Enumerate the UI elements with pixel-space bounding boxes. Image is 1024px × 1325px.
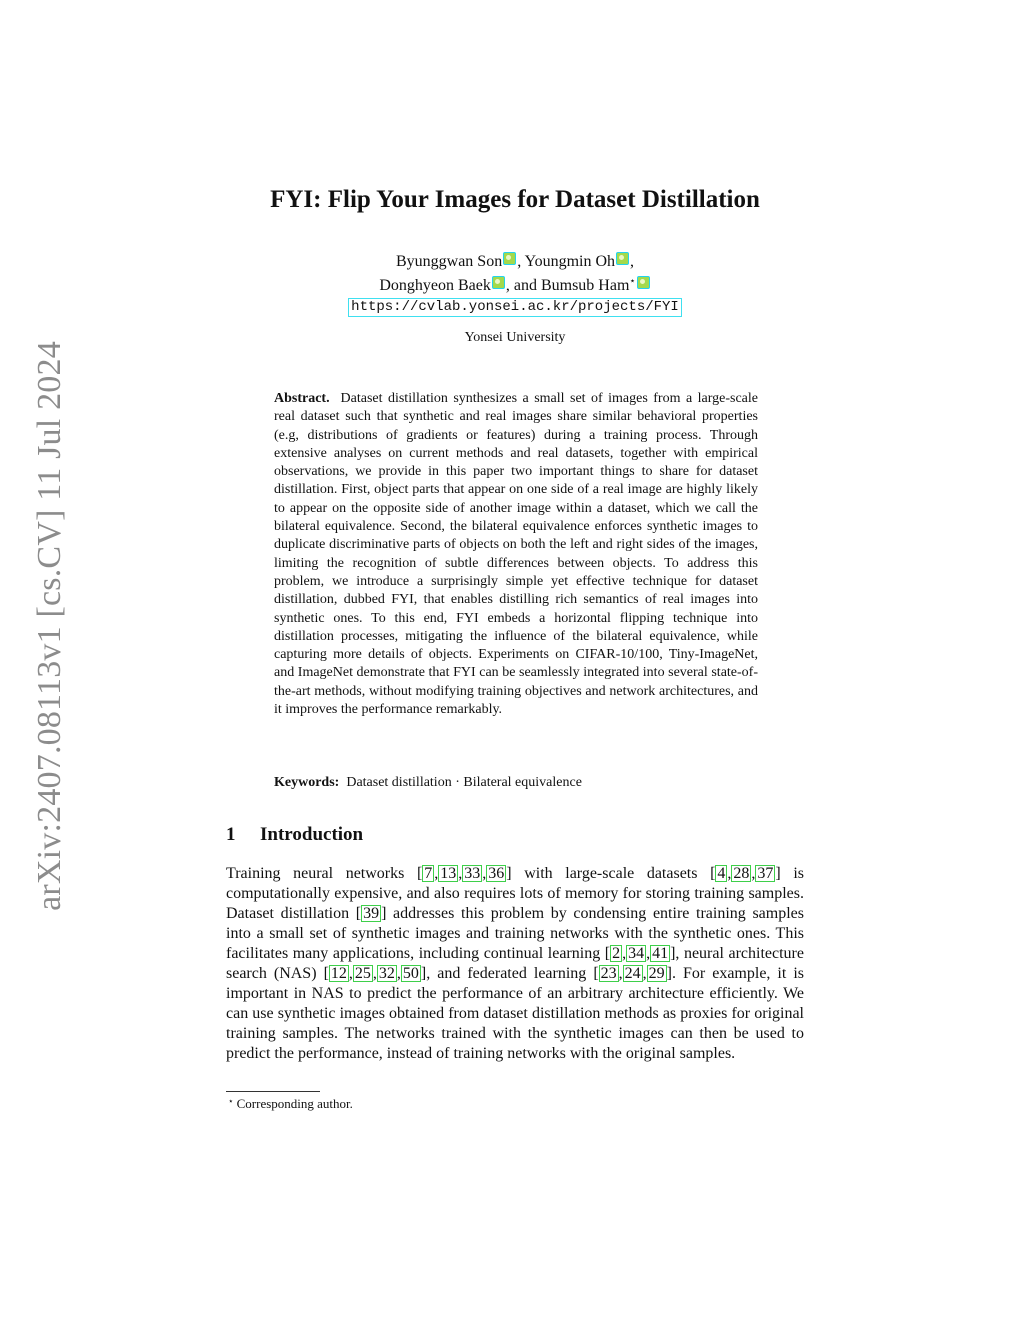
orcid-icon[interactable]	[637, 276, 650, 289]
intro-text: , and federated learning	[426, 965, 594, 982]
affiliation: Yonsei University	[464, 330, 566, 345]
citation-link[interactable]: 25	[354, 965, 371, 982]
section-heading	[226, 824, 363, 846]
citation-link[interactable]: 2	[612, 945, 621, 962]
footnote-text: Corresponding author.	[236, 1096, 353, 1111]
orcid-icon[interactable]	[616, 252, 629, 265]
arxiv-stamp: arXiv:2407.08113v1 [cs.CV] 11 Jul 2024	[31, 341, 68, 911]
orcid-icon[interactable]	[503, 252, 516, 265]
citation-link[interactable]: 50	[402, 965, 419, 982]
citation-link[interactable]: 13	[440, 865, 457, 882]
abstract-label: Abstract.	[274, 391, 330, 406]
citation-link[interactable]: 32	[378, 965, 395, 982]
author-name: Byunggwan Son	[395, 253, 503, 270]
intro-text: . For example, it is important in NAS to predict the performance of an arbitrary architecture efficiently. We can use synthetic images obtained from dataset distillation methods as proxies for original training samples. The networks trained with the synthetic images can then be used to predict the performance, instead of training networks with the original samples.	[226, 965, 805, 1062]
keywords-label: Keywords:	[274, 775, 340, 790]
citation-link[interactable]: 4	[717, 865, 726, 882]
footnote-rule	[226, 1091, 320, 1092]
citation-link[interactable]: 34	[628, 945, 645, 962]
intro-text: , neural architecture search (NAS)	[226, 945, 804, 982]
keywords	[274, 775, 758, 791]
author-separator: ,	[517, 253, 525, 270]
citation-link[interactable]: 12	[330, 965, 347, 982]
footnote	[228, 1096, 353, 1112]
citation-link[interactable]: 7	[424, 865, 433, 882]
author-name: Youngmin Oh	[524, 253, 616, 270]
citation-link[interactable]: 37	[757, 865, 774, 882]
author-separator: ,	[630, 253, 635, 270]
corresponding-star: ⋆	[629, 276, 636, 287]
citation-link[interactable]: 41	[652, 945, 669, 962]
abstract-text: Dataset distillation synthesizes a small set of images from a large-scale real dataset such that synthetic and real images share similar behavioral properties (e.g, distributions of gradients or features) during a training process. Through extensive analyses on current methods and real datasets, together with empirical observations, we provide in this paper two important things to share for dataset distillation. First, object parts that appear on one side of a real image are highly likely to appear on the opposite side of another image within a dataset, which we call the bilateral equivalence. Second, the bilateral equivalence enforces synthetic images to duplicate discriminative parts of objects on both the left and right sides of the images, limiting the recognition of subtle differences between objects. To address this problem, we introduce a surprisingly simple yet effective technique for dataset distillation, dubbed FYI, that enables distilling rich semantics of real images into synthetic ones. To this end, FYI embeds a horizontal flipping technique into distillation processes, mitigating the influence of the bilateral equivalence, while capturing more details of objects. Experiments on CIFAR-10/100, Tiny-ImageNet, and ImageNet demonstrate that FYI can be seamlessly integrated into several state-of-the-art methods, without modifying training objectives and network architectures, and it improves the performance remarkably.	[274, 391, 758, 718]
author-line-1	[200, 252, 830, 272]
citation-link[interactable]: 28	[733, 865, 750, 882]
citation-link[interactable]: 23	[600, 965, 617, 982]
footnote-mark: ⋆	[228, 1096, 234, 1106]
paper-title: FYI: Flip Your Images for Dataset Distillation	[270, 186, 760, 213]
citation-link[interactable]: 39	[363, 905, 380, 922]
intro-text: addresses this problem by condensing entire training samples into a small set of synthetic images and training networks with the synthetic ones. This facilitates many applications, including continual learning	[226, 905, 804, 962]
author-block	[200, 252, 830, 317]
intro-text: Training neural networks	[226, 865, 417, 882]
section-number: 1	[226, 824, 236, 845]
citation-link[interactable]: 24	[624, 965, 641, 982]
citation-link[interactable]: 36	[488, 865, 505, 882]
citation-link[interactable]: 33	[464, 865, 481, 882]
orcid-icon[interactable]	[492, 276, 505, 289]
keywords-text: Dataset distillation · Bilateral equivalence	[346, 775, 582, 790]
section-title: Introduction	[260, 824, 364, 845]
intro-text: is computationally expensive, and also requires lots of memory for storing training samples. Dataset distillation	[226, 865, 804, 922]
project-url-link[interactable]: https://cvlab.yonsei.ac.kr/projects/FYI	[348, 298, 682, 317]
intro-paragraph: Training neural networks [ 7 , 13 , 33 , 36 ] with large-scale datasets [ 4 , 28 , 37 ] is computationally expensive, and also requires lots of memory for storing training samples. Dataset distillation [ 39 ] addresses this problem by condensing entire training samples into a small set of synthetic images and training networks with the synthetic ones. This facilitates many applications, including continual learning [ 2 , 34 , 41 ], neural architecture search (NAS) [ 12 , 25 , 32 , 50 ], and federated learning [ 23 , 24 , 29 ]. For example, it is important in NAS to predict the performance of an arbitrary architecture efficiently. We can use synthetic images obtained from dataset distillation methods as proxies for original training samples. The networks trained with the synthetic images can then be used to predict the performance, instead of training networks with the original samples.	[226, 865, 805, 1062]
intro-text: with large-scale datasets	[511, 865, 711, 882]
citation-link[interactable]: 29	[648, 965, 665, 982]
abstract	[274, 390, 758, 719]
author-line-2	[200, 272, 830, 296]
author-separator: , and	[505, 277, 541, 294]
author-name: Bumsub Ham	[540, 277, 630, 294]
author-name: Donghyeon Baek	[379, 277, 491, 294]
